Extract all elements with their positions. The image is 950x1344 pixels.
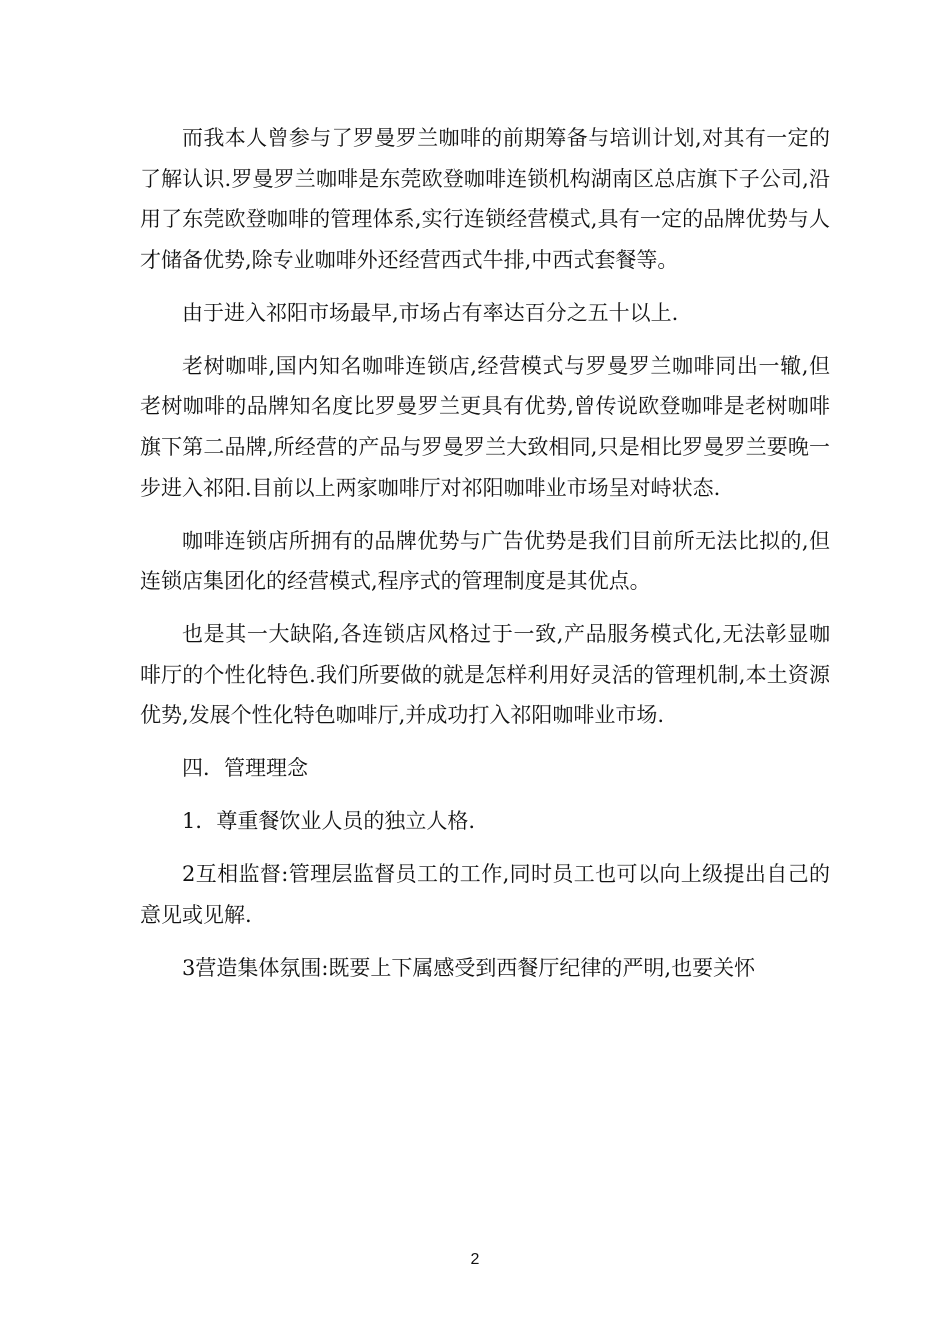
list-item-1: 1．尊重餐饮业人员的独立人格.: [182, 809, 476, 834]
paragraph-3: 老树咖啡,国内知名咖啡连锁店,经营模式与罗曼罗兰咖啡同出一辙,但老树咖啡的品牌知名度比罗曼罗兰更具有优势,曾传说欧登咖啡是老树咖啡旗下第二品牌,所经营的产品与罗曼罗兰大致相同,只是相比罗曼罗兰要晚一步进入祁阳.目前以上两家咖啡厅对祁阳咖啡业市场呈对峙状态.: [140, 353, 830, 500]
paragraph-5: 也是其一大缺陷,各连锁店风格过于一致,产品服务模式化,无法彰显咖啡厅的个性化特色.我们所要做的就是怎样利用好灵活的管理机制,本土资源优势,发展个性化特色咖啡厅,并成功打入祁阳咖啡业市场.: [140, 622, 830, 728]
list-item-3: 3营造集体氛围:既要上下属感受到西餐厅纪律的严明,也要关怀: [182, 955, 756, 980]
paragraph-1: 而我本人曾参与了罗曼罗兰咖啡的前期筹备与培训计划,对其有一定的了解认识.罗曼罗兰咖啡是东莞欧登咖啡连锁机构湖南区总店旗下子公司,沿用了东莞欧登咖啡的管理体系,实行连锁经营模式,具有一定的品牌优势与人才储备优势,除专业咖啡外还经营西式牛排,中西式套餐等。: [140, 126, 830, 272]
list-item-2: 2互相监督:管理层监督员工的工作,同时员工也可以向上级提出自己的意见或见解.: [140, 862, 830, 927]
page-number: 2: [470, 1251, 480, 1268]
section-heading-management-philosophy: 四．管理理念: [182, 756, 308, 781]
paragraph-4: 咖啡连锁店所拥有的品牌优势与广告优势是我们目前所无法比拟的,但连锁店集团化的经营模式,程序式的管理制度是其优点。: [140, 528, 830, 594]
paragraph-2: 由于进入祁阳市场最早,市场占有率达百分之五十以上.: [182, 300, 679, 325]
document-body: [140, 118, 830, 1001]
